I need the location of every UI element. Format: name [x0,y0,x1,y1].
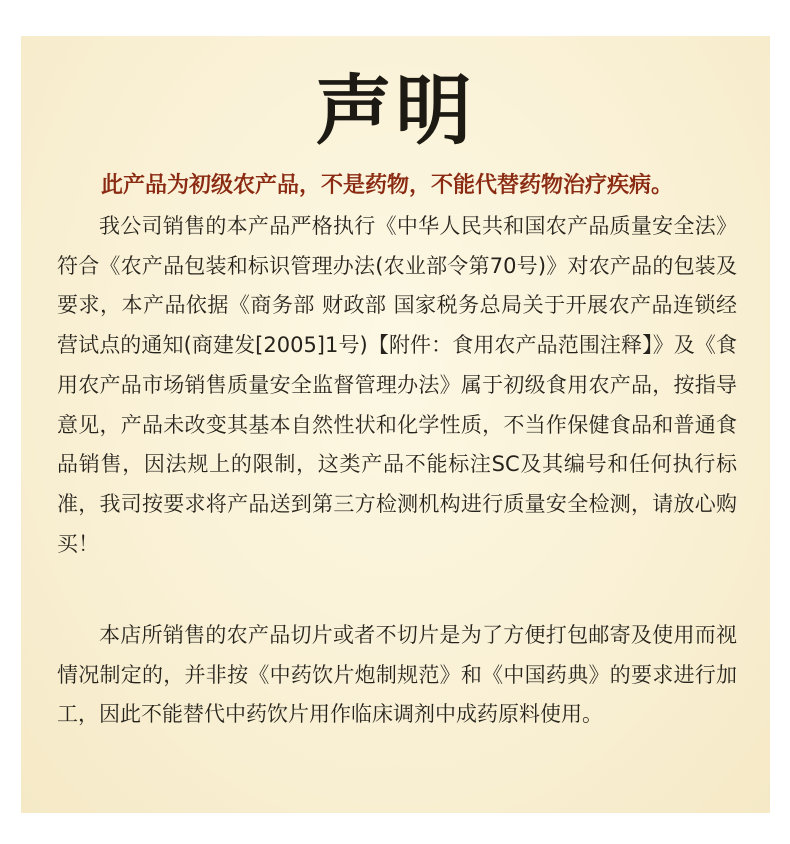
statement-paragraph-2: 本店所销售的农产品切片或者不切片是为了方便打包邮寄及使用而视情况制定的，并非按《中药饮片炮制规范》和《中国药典》的要求进行加工，因此不能替代中药饮片用作临床调剂中成药原料使用。 [57,623,737,727]
warning-text: 此产品为初级农产品，不是药物，不能代替药物治疗疾病。 [101,173,674,198]
page-title: 声明 [315,66,476,155]
statement-panel [21,36,770,813]
statement-paragraph-1: 我公司销售的本产品严格执行《中华人民共和国农产品质量安全法》符合《农产品包装和标识管理办法(农业部令第70号)》对农产品的包装及要求，本产品依据《商务部 财政部 国家税务总局关于开展农产品连锁经营试点的通知(商建发[2005]1号)【附件：食用农产品范围注释】》及《食用农产品市场销售质量安全监督管理办法》属于初级食用农产品，按指导意见，产品未改变其基本自然性状和化学性质，不当作保健食品和普通食品销售，因法规上的限制，这类产品不能标注SC及其编号和任何执行标准，我司按要求将产品送到第三方检测机构进行质量安全检测，请放心购买！ [57,214,737,556]
